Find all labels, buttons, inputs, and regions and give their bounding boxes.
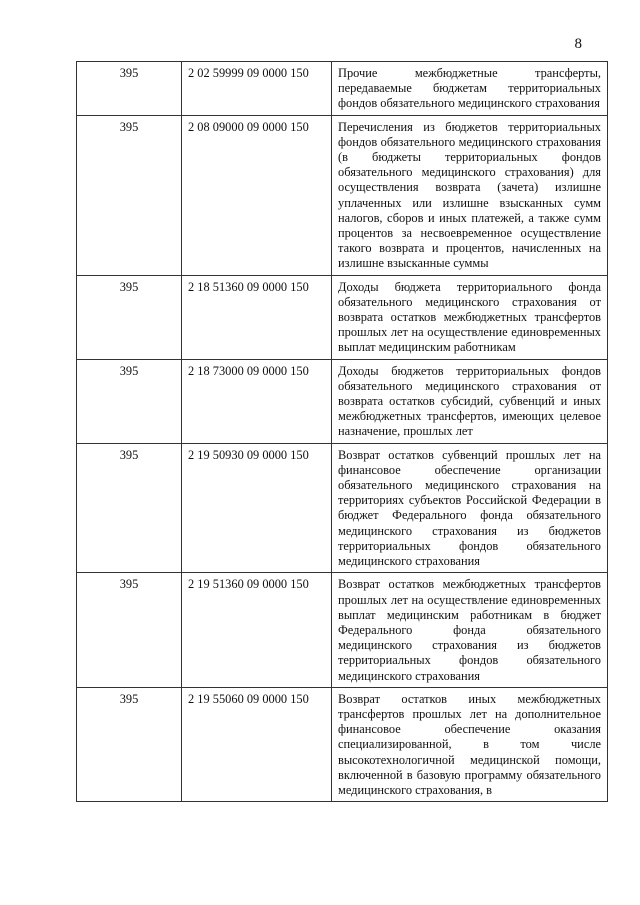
admin-code-cell: 395 <box>77 62 182 116</box>
income-name-cell: Доходы бюджетов территориальных фондов обязательного медицинского страхования от возврата остатков субсидий, субвенций и иных межбюджетных трансфертов, имеющих целевое назначение, прошлых лет <box>332 359 608 443</box>
table-row <box>77 573 608 687</box>
table-row <box>77 443 608 573</box>
income-name-cell: Доходы бюджета территориального фонда обязательного медицинского страхования от возврата остатков межбюджетных трансфертов прошлых лет на осуществление единовременных выплат медицинским работникам <box>332 275 608 359</box>
admin-code-cell: 395 <box>77 687 182 801</box>
income-name-cell: Перечисления из бюджетов территориальных фондов обязательного медицинского страхования (в бюджеты территориальных фондов обязательного медицинского страхования) для осуществления возврата (зачета) излишне уплаченных или излишне взысканных сумм налогов, сборов и иных платежей, а также сумм процентов за несвоевременное осуществление такого возврата и процентов, начисленных на излишне взысканные суммы <box>332 115 608 275</box>
admin-code-cell: 395 <box>77 359 182 443</box>
page-number: 8 <box>574 36 582 52</box>
income-name-cell: Возврат остатков межбюджетных трансфертов прошлых лет на осуществление единовременных выплат медицинским работникам в бюджет Федерального фонда обязательного медицинского страхования из бюджетов территориальных фондов обязательного медицинского страхования <box>332 573 608 687</box>
admin-code-cell: 395 <box>77 115 182 275</box>
budget-codes-table <box>76 61 608 802</box>
income-name-cell: Возврат остатков иных межбюджетных трансфертов прошлых лет на дополнительное финансовое обеспечение оказания специализированной, в том числе высокотехнологичной медицинской помощи, включенной в базовую программу обязательного медицинского страхования, в <box>332 687 608 801</box>
budget-classification-code-cell: 2 19 50930 09 0000 150 <box>182 443 332 573</box>
budget-classification-code-cell: 2 18 51360 09 0000 150 <box>182 275 332 359</box>
admin-code-cell: 395 <box>77 573 182 687</box>
income-name-cell: Возврат остатков субвенций прошлых лет на финансовое обеспечение организации обязательного медицинского страхования на территориях субъектов Российской Федерации в бюджет Федерального фонда обязательного медицинского страхования из бюджетов территориальных фондов обязательного медицинского страхования <box>332 443 608 573</box>
table-row <box>77 115 608 275</box>
budget-classification-code-cell: 2 19 55060 09 0000 150 <box>182 687 332 801</box>
income-name-cell: Прочие межбюджетные трансферты, передаваемые бюджетам территориальных фондов обязательного медицинского страхования <box>332 62 608 116</box>
budget-classification-code-cell: 2 18 73000 09 0000 150 <box>182 359 332 443</box>
admin-code-cell: 395 <box>77 275 182 359</box>
table-row <box>77 687 608 801</box>
admin-code-cell: 395 <box>77 443 182 573</box>
table-row <box>77 62 608 116</box>
budget-classification-code-cell: 2 08 09000 09 0000 150 <box>182 115 332 275</box>
table-row <box>77 359 608 443</box>
budget-classification-code-cell: 2 02 59999 09 0000 150 <box>182 62 332 116</box>
table-row <box>77 275 608 359</box>
budget-classification-code-cell: 2 19 51360 09 0000 150 <box>182 573 332 687</box>
